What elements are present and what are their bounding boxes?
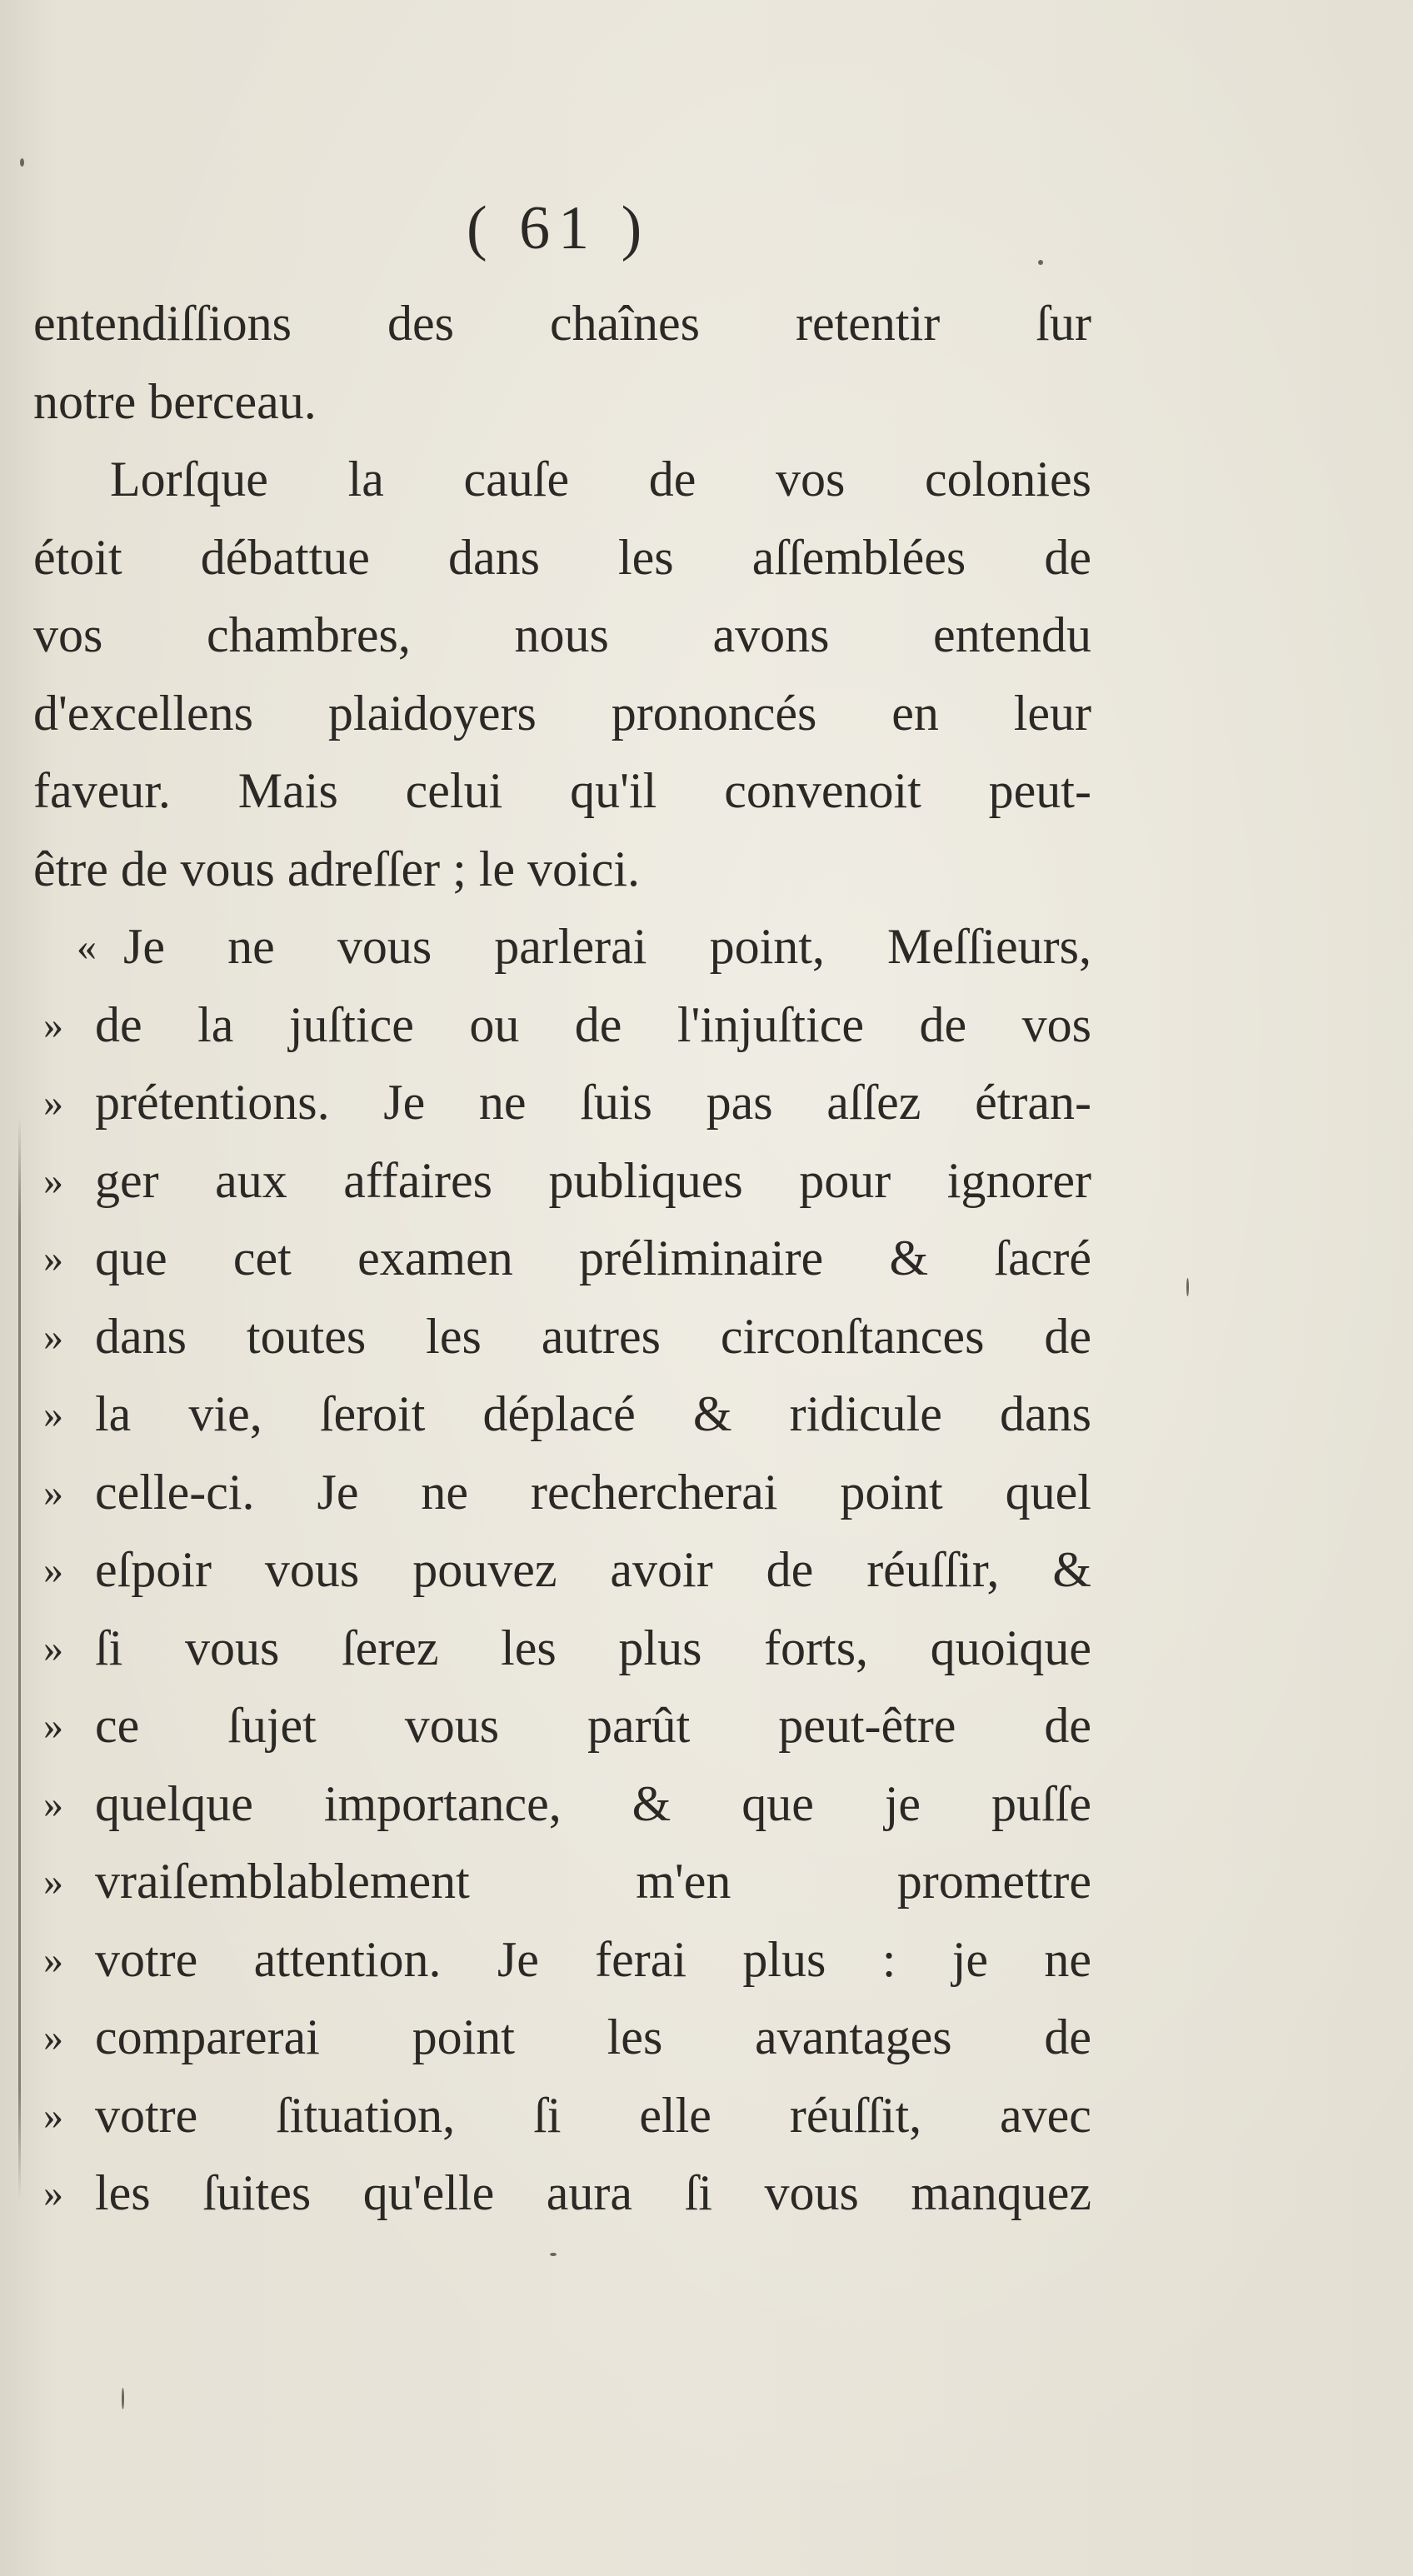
text-line (33, 285, 1091, 363)
quote-mark: » (43, 1548, 63, 1592)
text-line (33, 1765, 1091, 1844)
line-text: être de vous adreſſer ; le voici. (33, 841, 641, 896)
quote-mark: « (77, 925, 97, 969)
line-text: Je ne vous parlerai point, Meſſieurs, (123, 919, 1091, 974)
line-text: notre berceau. (33, 373, 317, 429)
paper-speck (20, 158, 24, 167)
gutter-shadow (18, 1116, 21, 2199)
quote-mark: » (43, 1392, 63, 1436)
line-text: celle-ci. Je ne rechercherai point quel (95, 1464, 1091, 1520)
line-text: d'excellens plaidoyers prononcés en leur (33, 685, 1091, 741)
text-line (33, 752, 1091, 831)
line-text: la vie, ſeroit déplacé & ridicule dans (95, 1386, 1091, 1441)
quote-mark: » (43, 2015, 63, 2059)
quote-mark: » (43, 2171, 63, 2215)
text-line (33, 1921, 1091, 1999)
text-line (33, 1531, 1091, 1610)
line-text: étoit débattue dans les aſſemblées de (33, 529, 1091, 585)
text-line (33, 2154, 1091, 2233)
line-text: dans toutes les autres circonſtances de (95, 1308, 1091, 1364)
line-text: ce ſujet vous parût peut-être de (95, 1698, 1091, 1753)
line-text: comparerai point les avantages de (95, 2009, 1091, 2064)
quote-mark: » (43, 1860, 63, 1904)
text-line (33, 1142, 1091, 1221)
line-text: de la juſtice ou de l'injuſtice de vos (95, 996, 1091, 1052)
text-line (33, 1064, 1091, 1142)
text-line (33, 441, 1091, 519)
text-line (33, 986, 1091, 1065)
text-line (33, 1220, 1091, 1298)
line-text: eſpoir vous pouvez avoir de réuſſir, & (95, 1542, 1091, 1597)
quote-mark: » (43, 1002, 63, 1047)
line-text: vos chambres, nous avons entendu (33, 607, 1091, 662)
line-text: ſi vous ſerez les plus forts, quoique (95, 1620, 1091, 1675)
text-line (33, 363, 1091, 442)
quote-mark: » (43, 1470, 63, 1515)
text-line (33, 2077, 1091, 2155)
line-text: les ſuites qu'elle aura ſi vous manquez (95, 2165, 1091, 2220)
text-line (33, 597, 1091, 675)
quote-mark: » (43, 2093, 63, 2138)
line-text: quelque importance, & que je puſſe (95, 1775, 1091, 1831)
body-text (33, 285, 1091, 2233)
text-line (33, 1610, 1091, 1688)
text-line (33, 908, 1091, 986)
paper-speck (1186, 1278, 1189, 1296)
text-line (33, 519, 1091, 597)
line-text: entendiſſions des chaînes retentir ſur (33, 296, 1091, 351)
text-line (33, 1843, 1091, 1921)
paper-speck (550, 2253, 557, 2256)
quote-mark: » (43, 1781, 63, 1826)
page-number: ( 61 ) (467, 194, 651, 262)
text-line (33, 675, 1091, 753)
line-text: que cet examen préliminaire & ſacré (95, 1231, 1091, 1286)
quote-mark: » (43, 1314, 63, 1359)
text-line (33, 1454, 1091, 1532)
text-line (33, 1375, 1091, 1454)
paper-speck (1038, 260, 1043, 265)
line-text: faveur. Mais celui qu'il convenoit peut- (33, 763, 1091, 818)
line-text: vraiſemblablement m'en promettre (95, 1854, 1091, 1909)
text-line (33, 1298, 1091, 1376)
line-text: votre ſituation, ſi elle réuſſit, avec (95, 2087, 1091, 2143)
quote-mark: » (43, 1081, 63, 1125)
quote-mark: » (43, 1704, 63, 1748)
line-text: ger aux affaires publiques pour ignorer (95, 1152, 1091, 1208)
quote-mark: » (43, 1625, 63, 1670)
text-line (33, 831, 1091, 909)
line-text: prétentions. Je ne ſuis pas aſſez étran- (95, 1075, 1091, 1130)
quote-mark: » (43, 1937, 63, 1982)
text-line (33, 1687, 1091, 1765)
quote-mark: » (43, 1236, 63, 1281)
text-line (33, 1999, 1091, 2077)
line-text: Lorſque la cauſe de vos colonies (110, 452, 1091, 507)
quote-mark: » (43, 1158, 63, 1203)
line-text: votre attention. Je ferai plus : je ne (95, 1931, 1091, 1987)
paper-speck (122, 2388, 124, 2409)
